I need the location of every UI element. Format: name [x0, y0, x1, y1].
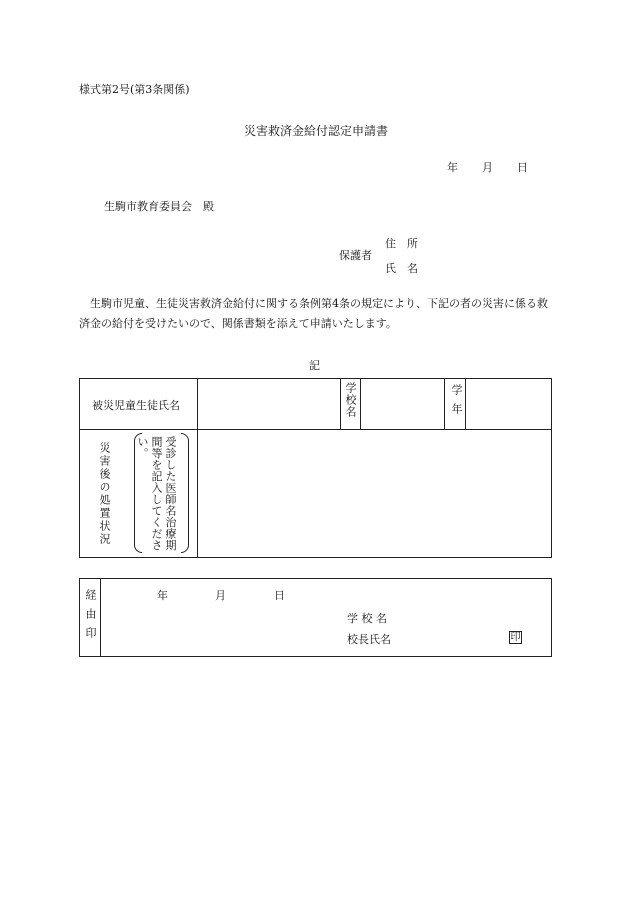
page-title: 災害救済金給付認定申請書	[244, 124, 389, 138]
address-label: 住 所	[385, 237, 418, 250]
disposition-note-line3: い。	[136, 436, 149, 459]
student-name-field[interactable]	[202, 384, 336, 424]
route-date-month-label: 月	[215, 589, 226, 602]
application-body-text: 生駒市児童、生徒災害救済金給付に関する条例第4条の規定により、下記の者の災害に係る救済金の給付を受けたいので、関係書類を添えて申請いたします。	[79, 297, 548, 330]
student-name-label: 被災児童生徒氏名	[92, 399, 180, 412]
name-label: 氏 名	[385, 262, 418, 275]
route-seal-label: 経由印	[84, 589, 97, 646]
grade-field[interactable]	[470, 384, 548, 424]
date-month-label: 月	[482, 161, 493, 174]
seal-mark: 印	[510, 632, 521, 643]
disposition-note-line1: 受診した医師名治療期	[164, 436, 177, 551]
grade-label: 学年	[450, 384, 463, 422]
table-divider	[444, 378, 445, 429]
date-year-label: 年	[447, 161, 458, 174]
route-date-day-label: 日	[274, 589, 285, 602]
table-divider	[465, 378, 466, 429]
form-number: 様式第2号(第3条関係)	[79, 83, 190, 96]
guardian-label: 保護者	[339, 249, 372, 262]
school-name-label: 学校名	[344, 382, 357, 418]
principal-name-label: 校長氏名	[347, 633, 391, 646]
date-day-label: 日	[517, 161, 528, 174]
school-name-label-2: 学 校 名	[347, 612, 387, 625]
table-divider	[197, 378, 198, 558]
table-divider	[100, 578, 101, 657]
disposition-note-line2: 間等を記入してくださ	[150, 436, 163, 551]
ki-label: 記	[309, 359, 320, 372]
route-seal-table	[79, 578, 552, 657]
table-divider	[79, 429, 552, 430]
table-divider	[360, 378, 361, 429]
table-divider	[340, 378, 341, 429]
right-bracket	[181, 433, 189, 553]
addressee: 生駒市教育委員会 殿	[104, 200, 214, 213]
disposition-label: 災害後の処置状況	[98, 442, 111, 546]
route-date-year-label: 年	[157, 589, 168, 602]
disposition-field[interactable]	[202, 434, 547, 554]
school-name-field[interactable]	[365, 384, 441, 424]
